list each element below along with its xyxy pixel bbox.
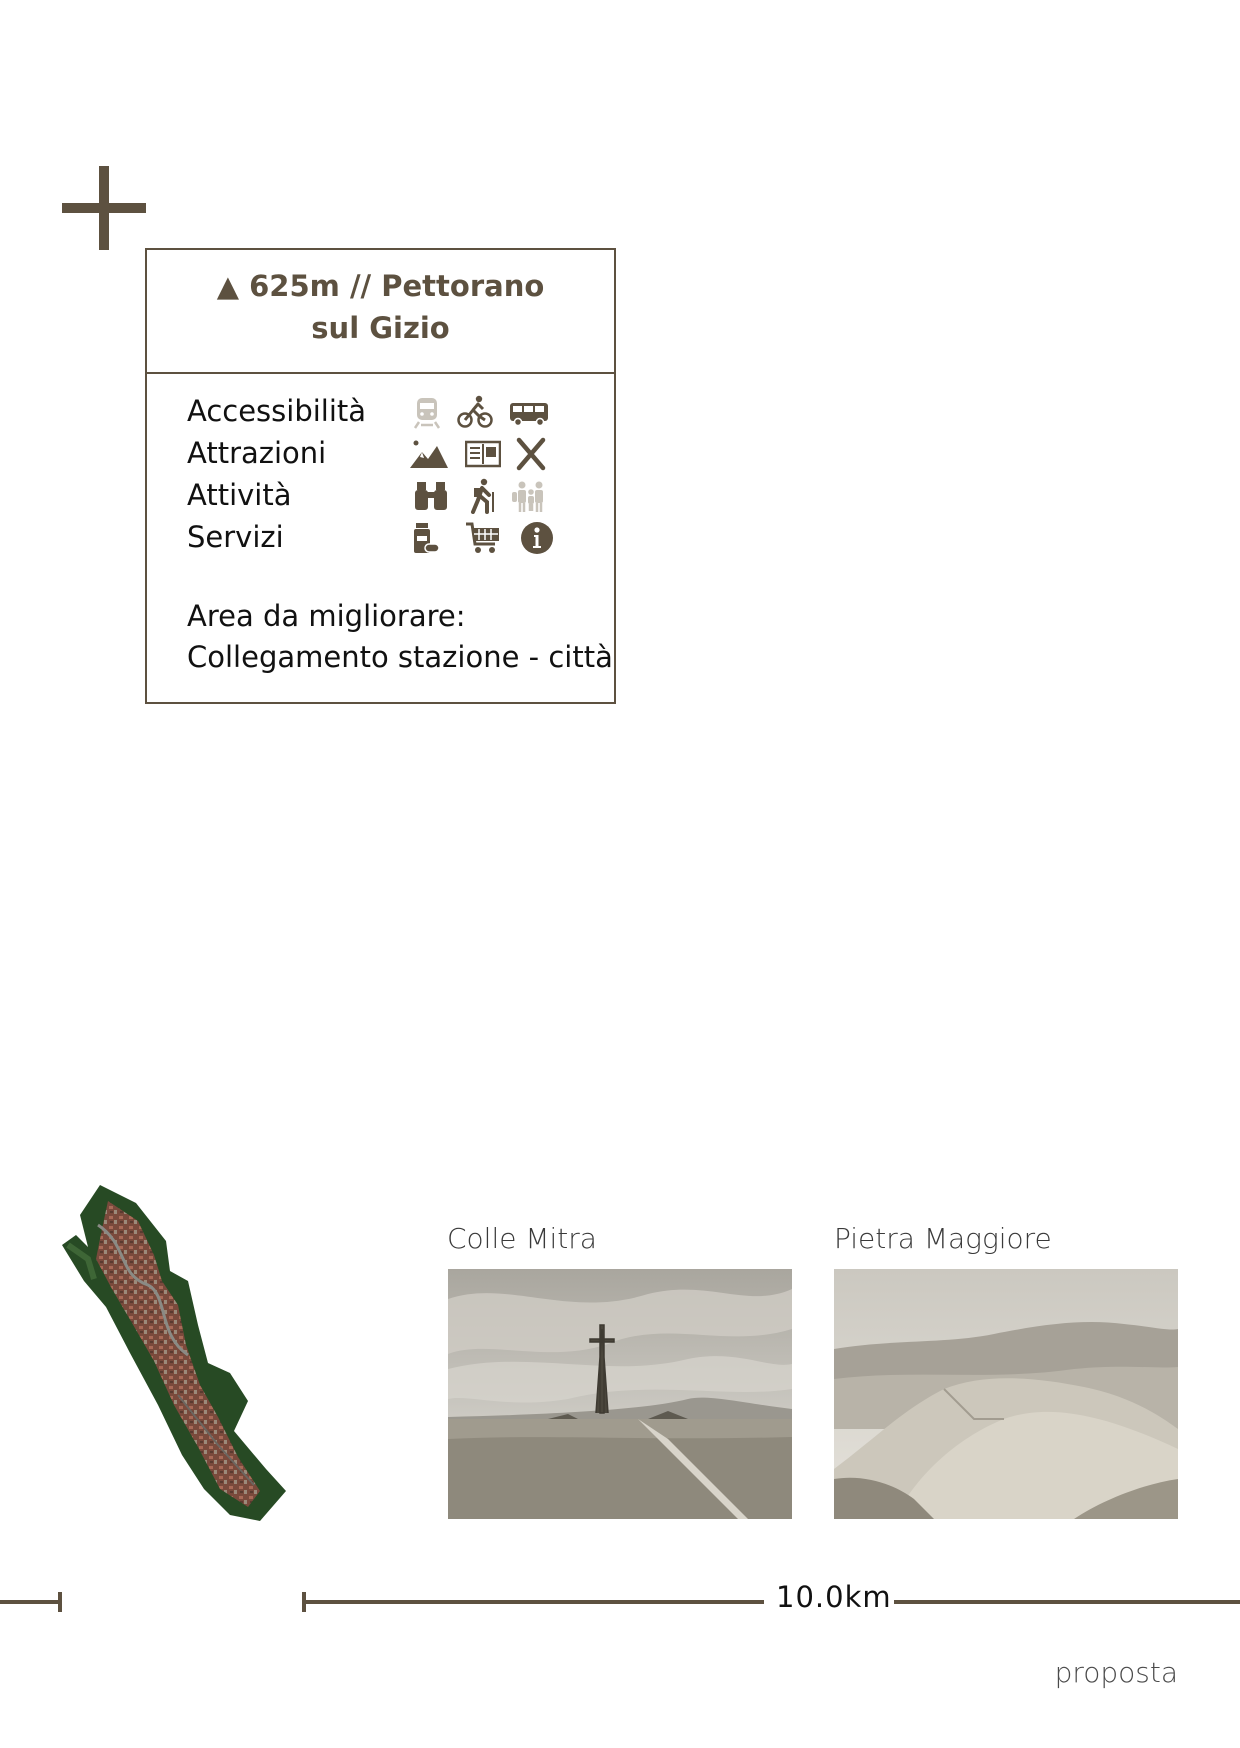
scale-label: 10.0km [776,1580,892,1614]
footer-label: proposta [1054,1656,1178,1689]
info-icon [519,520,555,556]
family-icon [511,478,551,514]
improvement-title: Area da migliorare: [187,599,466,633]
satellite-map-image [58,1185,298,1525]
feature-row-attractions [187,432,607,474]
bicycle-icon [457,394,493,430]
feature-label: Accessibilità [187,394,367,428]
card-header [147,250,614,374]
feature-label: Attrazioni [187,436,327,470]
binoculars-icon [413,478,449,514]
improvement-text: Collegamento stazione - città [187,640,613,674]
photo-colle-mitra [448,1269,792,1519]
scale-line [894,1600,1240,1604]
feature-row-services [187,516,607,558]
scale-tick [58,1592,62,1612]
shopping-cart-icon [465,520,501,556]
photo-pietra-maggiore [834,1269,1178,1519]
improvement-note [187,596,613,678]
bus-icon [509,394,549,430]
feature-label: Servizi [187,520,284,554]
feature-row-activities [187,474,607,516]
mountains-icon [409,436,449,472]
scale-segment [0,1600,60,1604]
photo-caption: Pietra Maggiore [834,1222,1052,1255]
card-title: ▲ 625m // Pettorano sul Gizio [216,269,545,345]
hiking-icon [465,478,501,514]
restaurant-icon [513,436,549,472]
feature-label: Attività [187,478,292,512]
info-card [145,248,616,704]
photo-caption: Colle Mitra [447,1222,597,1255]
book-icon [465,436,501,472]
train-icon [409,394,445,430]
feature-row-accessibility [187,390,607,432]
pharmacy-icon [409,520,445,556]
scale-line [304,1600,764,1604]
plus-icon-bar [62,203,146,213]
